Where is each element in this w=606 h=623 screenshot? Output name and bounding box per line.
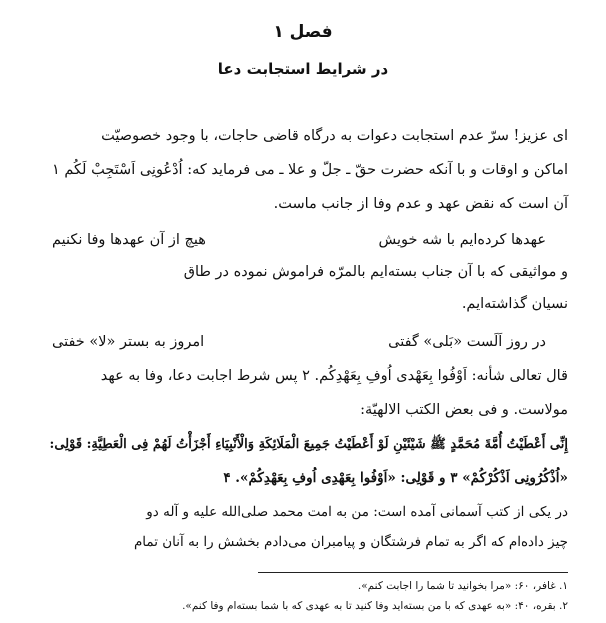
footnote-2: ۲. بقره، ۴۰: «به عهدی که با من بسته‌اید وفا کنید تا به عهدی که با شما بسته‌ام وفا کنم». (182, 600, 568, 612)
chapter-heading: فصل ۱ (273, 22, 333, 42)
arabic-quote-line-1: إِنِّی أَعْطَیْتُ أُمَّةَ مُحَمَّدٍ ﷺ شَیْئَیْنِ لَوْ أَعْطَیْتُ جَمِیعَ الْمَلَائِکَةِ وَالْأَنْبِیَاءِ أَجْزَأْتُ لَهُمْ فِی الْعَطِیَّةِ: قَوْلِی: (49, 437, 568, 452)
footnote-divider (258, 572, 568, 573)
paragraph-3-line-1: قال تعالی شأنه: اَوْفُوا بِعَهْدی اُوفِ بِعَهْدِکُم. ۲ پس شرط اجابت دعا، وفا به عهد (100, 368, 568, 384)
arabic-quote-line-2: «اُذْکُرُونِی اَذْکُرْکُمْ» ۳ و قَوْلِی: «اَوْفُوا بِعَهْدِی اُوفِ بِعَهْدِکُمْ». ۴ (223, 470, 568, 486)
paragraph-3-line-2: مولاست. و فی بعض الکتب الالهیّة: (360, 402, 568, 418)
paragraph-4-line-1: در یکی از کتب آسمانی آمده است: من به امت محمد صلی‌الله علیه و آله دو (146, 504, 568, 520)
paragraph-2-line-2: نسیان گذاشته‌ایم. (461, 296, 568, 312)
paragraph-1-line-3: آن است که نقض عهد و عدم وفا از جانب ماست. (273, 196, 568, 212)
poem-1-right-hemistich: عهدها کرده‌ایم با شه خویش (378, 232, 546, 248)
paragraph-1-line-1: ای عزیز! سرّ عدم استجابت دعوات به درگاه قاضی حاجات، با وجود خصوصیّت (101, 128, 568, 144)
poem-2-right-hemistich: در روز اَلَست «بَلی» گفتی (388, 334, 546, 350)
poem-2-left-hemistich: امروز به بستر «لا» خفتی (52, 334, 205, 350)
footnote-1: ۱. غافر، ۶۰: «مرا بخوانید تا شما را اجابت کنم». (357, 580, 568, 592)
paragraph-1-line-2: اماکن و اوقات و با آنکه حضرت حقّ ـ جلّ و علا ـ می فرماید که: اُدْعُونِی اَسْتَجِبْ لَکُم ۱ (51, 162, 568, 178)
paragraph-2-line-1: و مواثیقی که با آن جناب بسته‌ایم بالمرّه فراموش نموده در طاق (183, 264, 568, 280)
poem-1-left-hemistich: هیچ از آن عهدها وفا نکنیم (52, 232, 206, 248)
paragraph-4-line-2: چیز داده‌ام که اگر به تمام فرشتگان و پیامبران می‌دادم بخشش را به آنان تمام (133, 534, 568, 550)
chapter-title: در شرایط استجابت دعا (217, 60, 389, 78)
